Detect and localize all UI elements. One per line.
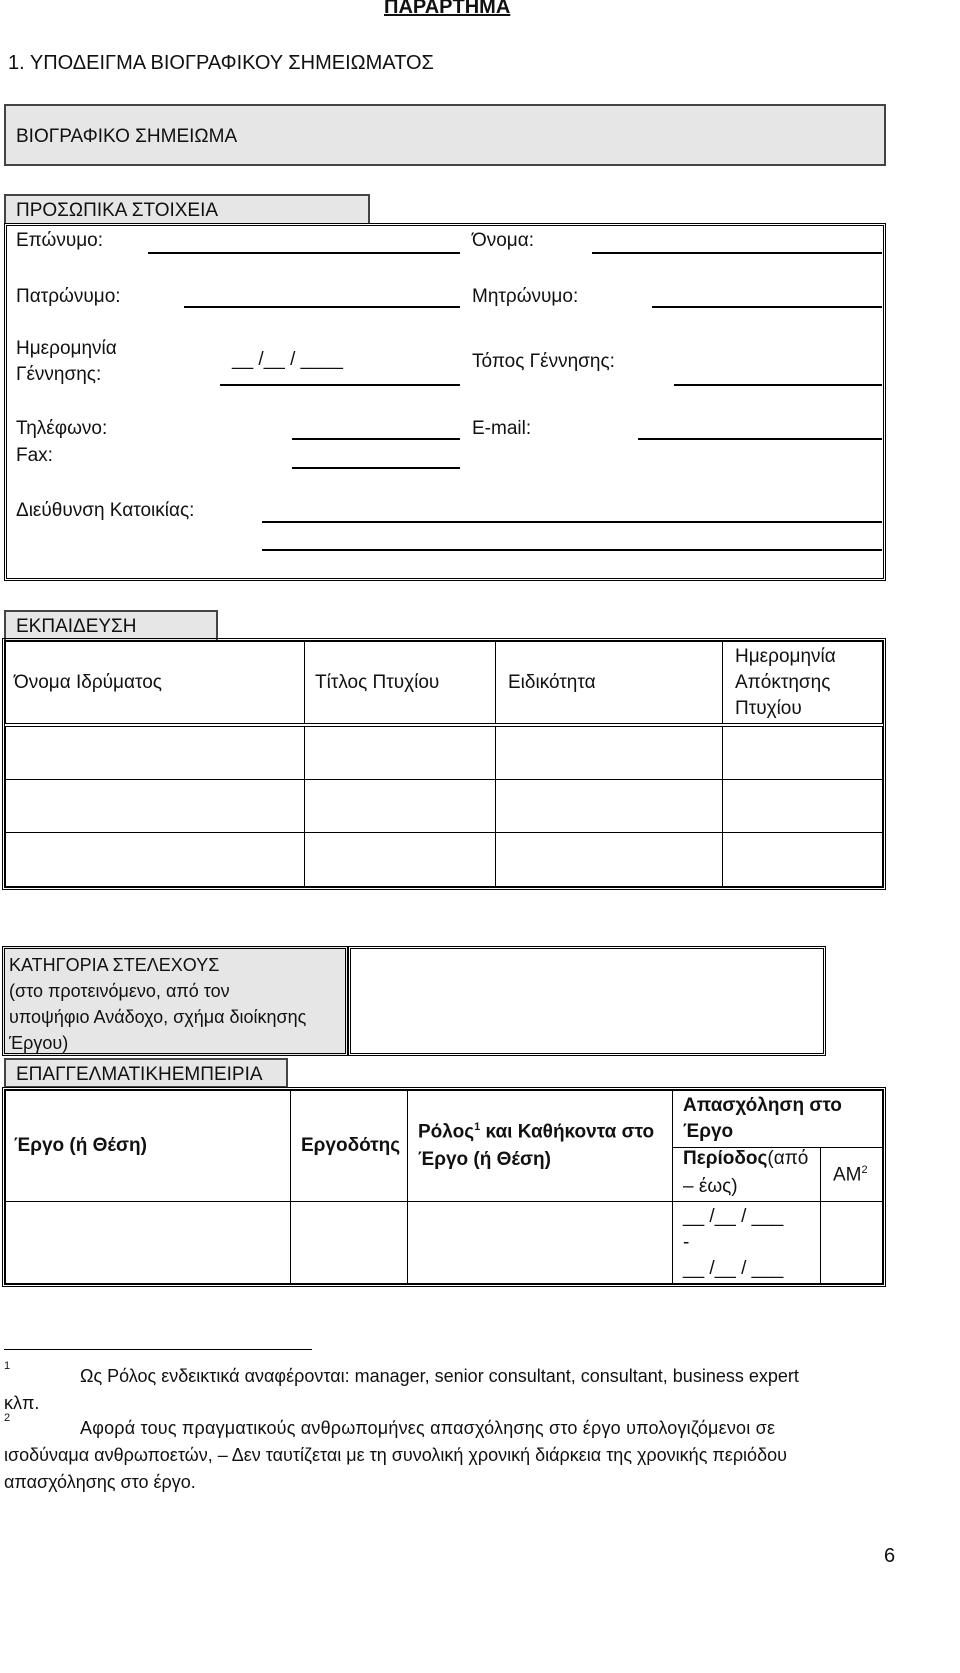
education-header-date xyxy=(722,641,883,724)
cv-banner-title: ΒΙΟΓΡΑΦΙΚΟ ΣΗΜΕΙΩΜΑ xyxy=(16,126,238,147)
section-title: 1. ΥΠΟΔΕΙΓΜΑ ΒΙΟΓΡΑΦΙΚΟΥ ΣΗΜΕΙΩΜΑΤΟΣ xyxy=(8,52,434,74)
email-field[interactable] xyxy=(638,438,882,440)
footnote-1-text: Ως Ρόλος ενδεικτικά αναφέρονται: manager, senior consultant, consultant, business expert xyxy=(80,1366,799,1386)
role-word: Ρόλος xyxy=(418,1121,475,1143)
education-row1-institution[interactable] xyxy=(5,726,305,780)
education-row2-institution[interactable] xyxy=(5,779,305,833)
birth-place-field[interactable] xyxy=(674,384,882,386)
experience-header-employer xyxy=(290,1090,408,1202)
cv-banner xyxy=(4,104,886,166)
address-field-line1[interactable] xyxy=(262,521,882,523)
experience-header-am xyxy=(820,1147,883,1202)
education-header-date-line2: Απόκτησης xyxy=(735,672,831,693)
category-line1: (στο προτεινόμενο, από τον xyxy=(9,981,230,1001)
phone-label: Τηλέφωνο: xyxy=(16,418,108,439)
experience-header-role-line2: Έργο (ή Θέση) xyxy=(418,1149,551,1170)
education-header-specialty xyxy=(495,641,723,724)
education-row1-specialty[interactable] xyxy=(495,726,723,780)
experience-header-project-text: Έργο (ή Θέση) xyxy=(14,1135,147,1156)
experience-header-employer-text: Εργοδότης xyxy=(301,1135,401,1156)
personal-frame xyxy=(4,223,886,581)
fax-field[interactable] xyxy=(292,467,460,469)
experience-section-tab xyxy=(4,1058,288,1088)
address-label: Διεύθυνση Κατοικίας: xyxy=(16,500,195,521)
surname-field[interactable] xyxy=(148,252,460,254)
education-header-date-line1: Ημερομηνία xyxy=(735,646,836,667)
period-to-mask[interactable]: __ /__ / ___ xyxy=(683,1258,784,1279)
education-row1-date[interactable] xyxy=(722,726,883,780)
email-label: E-mail: xyxy=(472,418,532,439)
education-row3-institution[interactable] xyxy=(5,832,305,887)
experience-row-project[interactable] xyxy=(5,1201,291,1284)
period-bold: Περίοδος xyxy=(683,1148,768,1169)
education-row2-specialty[interactable] xyxy=(495,779,723,833)
education-row1-degree[interactable] xyxy=(304,726,496,780)
experience-header-am-text xyxy=(833,1164,868,1186)
education-row2-degree[interactable] xyxy=(304,779,496,833)
education-row3-degree[interactable] xyxy=(304,832,496,887)
experience-header-employment xyxy=(672,1090,883,1148)
birth-place-label: Τόπος Γέννησης: xyxy=(472,351,615,372)
education-row3-date[interactable] xyxy=(722,832,883,887)
category-line2: υποψήφιο Ανάδοχο, σχήμα διοίκησης xyxy=(9,1007,307,1027)
name-field[interactable] xyxy=(592,252,882,254)
name-label: Όνομα: xyxy=(472,230,534,251)
footnote-2-cont2: απασχόλησης στο έργο. xyxy=(4,1472,196,1492)
fathers-name-label: Πατρώνυμο: xyxy=(16,286,121,307)
personal-section-label: ΠΡΟΣΩΠΙΚΑ ΣΤΟΙΧΕΙΑ xyxy=(16,200,219,221)
birth-date-label-line1: Ημερομηνία xyxy=(16,338,117,359)
am-word: ΑΜ xyxy=(833,1164,862,1186)
page-number: 6 xyxy=(884,1545,896,1567)
experience-header-employment-line1: Απασχόληση στο xyxy=(683,1095,842,1116)
education-row2-date[interactable] xyxy=(722,779,883,833)
education-header-specialty-text: Ειδικότητα xyxy=(508,672,596,693)
category-title: ΚΑΤΗΓΟΡΙΑ ΣΤΕΛΕΧΟΥΣ xyxy=(9,955,220,975)
footnote-2-cont1: ισοδύναμα ανθρωποετών, – Δεν ταυτίζεται με τη συνολική χρονική διάρκεια της χρονικής περιόδου xyxy=(4,1445,787,1465)
footnote-ref-1: 1 xyxy=(474,1121,481,1133)
experience-header-employment-line2: Έργο xyxy=(683,1121,734,1142)
birth-date-label-line2: Γέννησης: xyxy=(16,364,102,385)
footnote-ref-2: 2 xyxy=(861,1164,868,1176)
experience-row-period[interactable] xyxy=(672,1201,821,1284)
surname-label: Επώνυμο: xyxy=(16,230,104,251)
footnote-2-text: Αφορά τους πραγματικούς ανθρωπομήνες απασχόλησης στο έργο υπολογιζόμενοι σε xyxy=(80,1418,776,1438)
mothers-name-field[interactable] xyxy=(652,306,882,308)
footnote-1-number: 1 xyxy=(4,1360,11,1372)
footnote-separator xyxy=(4,1349,312,1350)
experience-row-role[interactable] xyxy=(407,1201,673,1284)
phone-field[interactable] xyxy=(292,438,460,440)
education-header-degree-text: Τίτλος Πτυχίου xyxy=(315,672,440,693)
experience-header-period-line1 xyxy=(683,1148,808,1170)
footnote-1-cont: κλπ. xyxy=(4,1393,40,1413)
mothers-name-label: Μητρώνυμο: xyxy=(472,286,579,307)
address-field-line2[interactable] xyxy=(262,549,882,551)
education-header-degree xyxy=(304,641,496,724)
birth-date-field[interactable] xyxy=(220,384,460,386)
category-label-box xyxy=(2,946,348,1056)
experience-row-am[interactable] xyxy=(820,1201,883,1284)
fax-label: Fax: xyxy=(16,445,53,466)
education-section-tab xyxy=(4,610,218,640)
education-header-institution-text: Όνομα Ιδρύματος xyxy=(14,672,162,693)
role-duties-text: και Καθήκοντα στο xyxy=(480,1121,655,1143)
footnote-2-number: 2 xyxy=(4,1412,11,1424)
personal-section-tab xyxy=(4,194,370,224)
category-line3: Έργου) xyxy=(9,1033,69,1053)
experience-header-period-line2: – έως) xyxy=(683,1176,738,1197)
birth-date-mask[interactable]: __ /__ / ____ xyxy=(232,349,343,370)
experience-header-role xyxy=(407,1090,673,1202)
period-from-mask[interactable]: __ /__ / ___ xyxy=(683,1206,784,1227)
appendix-title: ΠΑΡΑΡΤΗΜΑ xyxy=(384,0,511,18)
education-header-date-line3: Πτυχίου xyxy=(735,698,802,719)
education-section-label: ΕΚΠΑΙΔΕΥΣΗ xyxy=(16,616,137,637)
period-dash: - xyxy=(683,1232,690,1253)
education-row3-specialty[interactable] xyxy=(495,832,723,887)
period-from-word: (από xyxy=(767,1148,809,1169)
experience-header-project xyxy=(5,1090,291,1202)
experience-section-label: ΕΠΑΓΓΕΛΜΑΤΙΚΗΕΜΠΕΙΡΙΑ xyxy=(16,1064,263,1085)
education-header-institution xyxy=(5,641,305,724)
experience-row-employer[interactable] xyxy=(290,1201,408,1284)
fathers-name-field[interactable] xyxy=(184,306,460,308)
category-value-field[interactable] xyxy=(348,946,826,1056)
experience-header-role-line1 xyxy=(418,1121,654,1143)
experience-header-period xyxy=(672,1147,821,1202)
